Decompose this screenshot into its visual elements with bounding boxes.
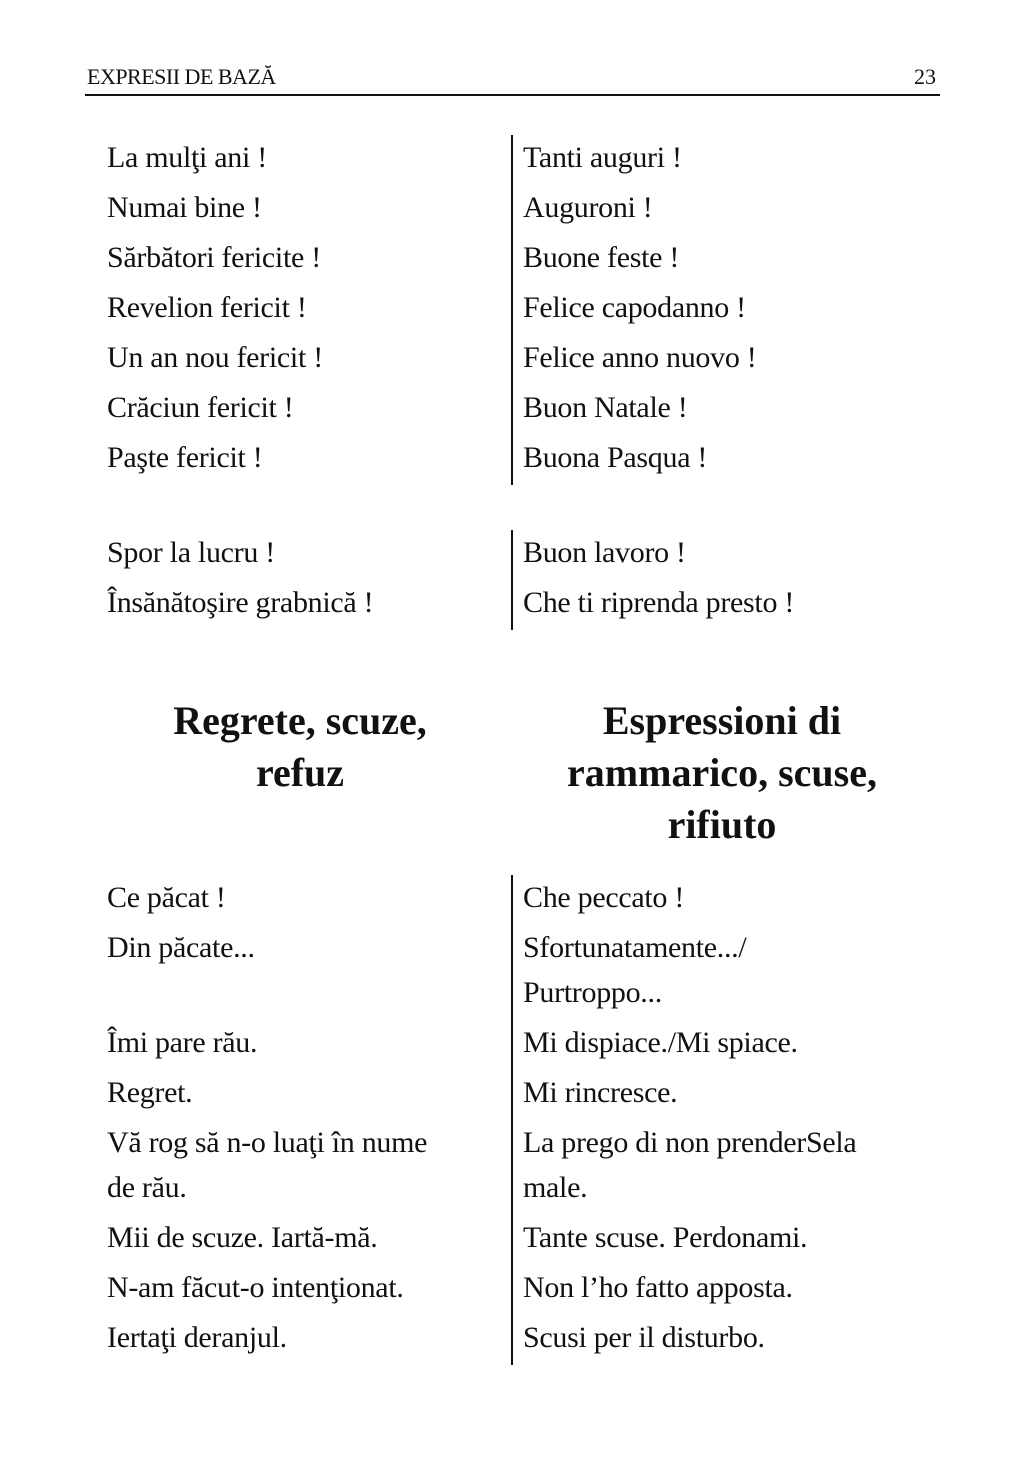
romanian-phrase: Revelion fericit !: [107, 291, 307, 324]
italian-phrase: La prego di non prenderSela male.: [523, 1126, 857, 1204]
greetings-block: [0, 135, 1024, 485]
italian-phrase: Tanti auguri !: [523, 141, 682, 174]
column-divider: [511, 530, 513, 630]
romanian-phrase: Sărbători fericite !: [107, 241, 321, 274]
romanian-phrase: Crăciun fericit !: [107, 391, 294, 424]
romanian-phrase: Mii de scuze. Iartă-mă.: [107, 1221, 378, 1254]
italian-phrase: Mi dispiace./Mi spiace.: [523, 1026, 798, 1059]
romanian-phrase: Numai bine !: [107, 191, 262, 224]
header-title: EXPRESII DE BAZĂ: [87, 64, 276, 89]
romanian-phrase: Îmi pare rău.: [107, 1026, 258, 1059]
italian-phrase: Buona Pasqua !: [523, 441, 708, 474]
italian-phrase: Tante scuse. Perdonami.: [523, 1221, 808, 1254]
italian-phrase: Mi rincresce.: [523, 1076, 678, 1109]
italian-phrase: Buon lavoro !: [523, 536, 686, 569]
romanian-phrase: Regret.: [107, 1076, 193, 1109]
section-heading-italian: Espressioni di rammarico, scuse, rifiuto: [567, 698, 877, 847]
italian-phrase: Che ti riprenda presto !: [523, 586, 795, 619]
romanian-phrase: Vă rog să n-o luaţi în nume de rău.: [107, 1126, 428, 1204]
italian-phrase: Buone feste !: [523, 241, 680, 274]
regrets-block: [0, 875, 1024, 1365]
column-divider: [511, 875, 513, 1365]
romanian-phrase: La mulţi ani !: [107, 141, 267, 174]
romanian-phrase: Un an nou fericit !: [107, 341, 323, 374]
italian-phrase: Non l’ho fatto apposta.: [523, 1271, 793, 1304]
page-number: 23: [914, 64, 936, 89]
italian-phrase: Sfortunatamente.../ Purtroppo...: [523, 931, 747, 1009]
romanian-phrase: Iertaţi deranjul.: [107, 1321, 287, 1354]
italian-phrase: Felice anno nuovo !: [523, 341, 757, 374]
italian-phrase: Felice capodanno !: [523, 291, 746, 324]
running-header: [85, 62, 940, 96]
wishes-block: [0, 530, 1024, 630]
italian-phrase: Buon Natale !: [523, 391, 688, 424]
romanian-phrase: Spor la lucru !: [107, 536, 275, 569]
romanian-phrase: Ce păcat !: [107, 881, 226, 914]
romanian-phrase: Din păcate...: [107, 931, 255, 964]
column-divider: [511, 135, 513, 485]
romanian-phrase: N-am făcut-o intenţionat.: [107, 1271, 404, 1304]
italian-phrase: Che peccato !: [523, 881, 685, 914]
romanian-phrase: Însănătoşire grabnică !: [107, 586, 374, 619]
italian-phrase: Auguroni !: [523, 191, 653, 224]
italian-phrase: Scusi per il disturbo.: [523, 1321, 765, 1354]
section-heading-romanian: Regrete, scuze, refuz: [173, 698, 427, 795]
romanian-phrase: Paşte fericit !: [107, 441, 263, 474]
